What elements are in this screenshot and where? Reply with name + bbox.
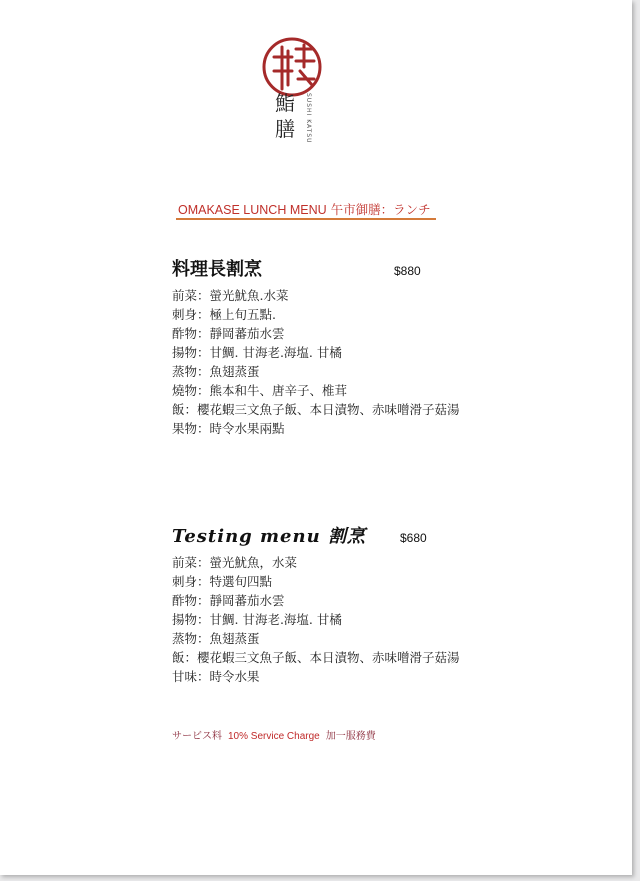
- header-title-en: OMAKASE LUNCH MENU: [178, 203, 327, 217]
- list-item: 揚物：甘鯛. 甘海老.海塩. 甘橘: [172, 345, 342, 360]
- list-item: 酢物：靜岡蕃茄水雲: [172, 326, 285, 341]
- list-item: 果物：時令水果兩點: [172, 421, 285, 436]
- list-item: 酢物：靜岡蕃茄水雲: [172, 593, 285, 608]
- list-item: 飯：櫻花蝦三文魚子飯、本日漬物、赤味噌滑子菇湯: [172, 402, 460, 417]
- footer-zh: 加一服務費: [325, 731, 376, 742]
- list-item: 前菜：螢光魷魚.水菜: [172, 288, 289, 303]
- service-charge-note: [172, 727, 376, 742]
- footer-jp: サービス料: [172, 731, 222, 742]
- list-item: 蒸物：魚翅蒸蛋: [172, 631, 260, 646]
- header-title-jp: 午市御膳：ランチ: [330, 202, 431, 217]
- list-item: 燒物：熊本和牛、唐辛子、椎茸: [172, 383, 348, 398]
- list-item: 刺身：特選旬四點: [172, 574, 273, 589]
- list-item: 飯：櫻花蝦三文魚子飯、本日漬物、赤味噌滑子菇湯: [172, 650, 460, 665]
- course-1-title: 料理長割烹: [172, 259, 262, 280]
- course-2-items: [172, 553, 460, 686]
- logo-sub-text: SUSHI KATSU: [305, 93, 312, 144]
- course-1-items: [172, 286, 460, 438]
- list-item: 前菜：螢光魷魚，水菜: [172, 555, 298, 570]
- menu-header: [178, 200, 431, 218]
- footer-en: 10% Service Charge: [228, 731, 320, 742]
- list-item: 蒸物：魚翅蒸蛋: [172, 364, 260, 379]
- header-underline: [176, 218, 436, 220]
- logo-name-text: 鮨膳: [275, 91, 295, 141]
- list-item: 刺身：極上旬五點.: [172, 307, 276, 322]
- list-item: 甘味：時令水果: [172, 669, 260, 684]
- course-2-price: $680: [400, 531, 427, 545]
- course-2-title: Testing menu 割烹: [172, 526, 366, 547]
- list-item: 揚物：甘鯛. 甘海老.海塩. 甘橘: [172, 612, 342, 627]
- course-1-price: $880: [394, 264, 421, 278]
- restaurant-logo: [252, 27, 332, 147]
